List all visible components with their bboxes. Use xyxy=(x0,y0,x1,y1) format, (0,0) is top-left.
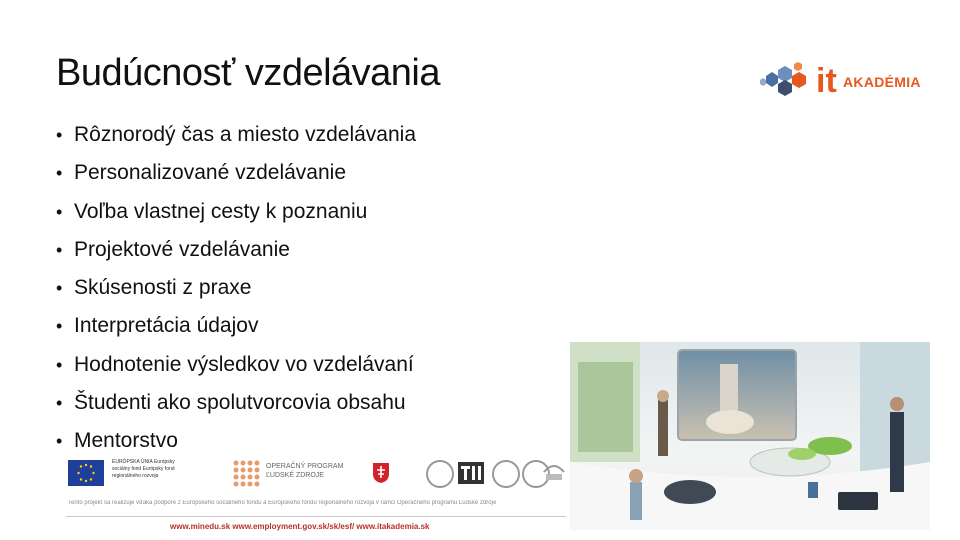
bullet-text: Interpretácia údajov xyxy=(74,314,259,338)
list-item xyxy=(56,118,416,156)
bullet-text: Skúsenosti z praxe xyxy=(74,276,252,300)
footer-links: www.minedu.sk www.employment.gov.sk/sk/esf/ www.itakademia.sk xyxy=(170,522,430,531)
op-line-1: OPERAČNÝ PROGRAM xyxy=(266,463,344,470)
umb-logo-icon xyxy=(542,458,566,484)
bullet-icon: • xyxy=(56,125,63,145)
funding-note: Tento projekt sa realizuje vďaka podpore z Európskeho sociálneho fondu a Európskeho fondu regionálneho rozvoja v rámci Operačného programu Ľudské zdroje xyxy=(68,500,497,506)
university-seal-icon xyxy=(492,460,520,488)
ministry-seal-icon xyxy=(426,460,454,488)
list-item xyxy=(56,233,416,271)
list-item xyxy=(56,386,416,424)
eu-flag-icon xyxy=(68,460,104,486)
bullet-icon: • xyxy=(56,278,63,299)
bullet-icon: • xyxy=(56,163,63,184)
list-item xyxy=(56,348,416,386)
list-item xyxy=(56,156,416,194)
it-akademia-logo xyxy=(758,60,923,104)
bullet-icon: • xyxy=(56,316,63,337)
list-item xyxy=(56,195,416,233)
bullet-list xyxy=(56,118,416,463)
op-dots-icon xyxy=(232,459,262,489)
footer-divider xyxy=(66,516,566,517)
page-title: Budúcnosť vzdelávania xyxy=(56,52,441,94)
list-item xyxy=(56,271,416,309)
bullet-icon: • xyxy=(56,201,63,222)
bullet-text: Rôznorodý čas a miesto vzdelávania xyxy=(74,123,417,146)
hexagon-cluster-icon xyxy=(758,62,816,102)
bullet-icon: • xyxy=(56,354,63,375)
bullet-text: Hodnotenie výsledkov vo vzdelávaní xyxy=(74,352,414,376)
bullet-icon: • xyxy=(56,393,63,414)
bullet-text: Personalizované vzdelávanie xyxy=(74,161,347,185)
bullet-text: Voľba vlastnej cesty k poznaniu xyxy=(74,199,368,223)
slovak-coat-of-arms-icon xyxy=(372,462,390,484)
logo-sub-text: AKADÉMIA xyxy=(843,74,921,90)
bullet-text: Mentorstvo xyxy=(74,429,178,453)
op-program-text xyxy=(266,462,343,480)
future-classroom-image xyxy=(570,342,930,530)
footer-logo-strip xyxy=(62,456,567,492)
bullet-icon: • xyxy=(56,431,63,452)
bullet-icon: • xyxy=(56,239,63,260)
eu-text: EURÓPSKA ÚNIA Európsky sociálny fond Európsky fond regionálneho rozvoja xyxy=(112,459,175,479)
bullet-text: Projektové vzdelávanie xyxy=(74,237,290,261)
op-line-2: ĽUDSKÉ ZDROJE xyxy=(266,472,324,479)
tu-logo-icon xyxy=(458,462,484,484)
list-item xyxy=(56,309,416,347)
bullet-text: Študenti ako spolutvorcovia obsahu xyxy=(74,391,406,415)
logo-main-text: it xyxy=(816,62,837,100)
